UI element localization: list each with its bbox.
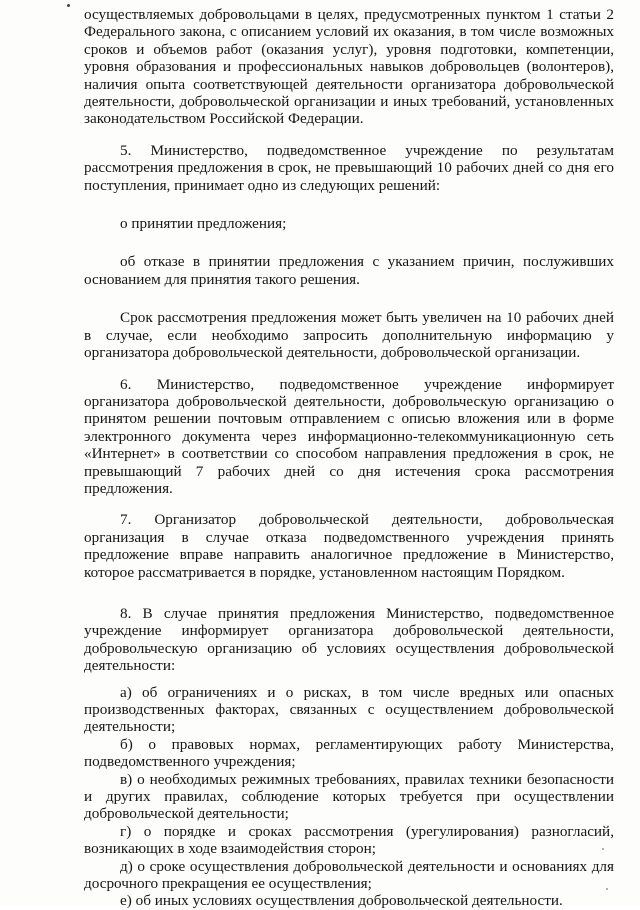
paragraph-item-5: 5. Министерство, подведомственное учреждение по результатам рассмотрения предложения в срок, не превышающий 10 рабочих дней со дня его поступления, принимает одно из следующих решений: <box>84 141 614 194</box>
paragraph-decision-reject: об отказе в принятии предложения с указанием причин, послуживших основанием для принятия такого решения. <box>84 253 614 288</box>
scan-speck <box>606 888 608 890</box>
scan-speck <box>602 848 604 850</box>
paragraph-subitem-a: а) об ограничениях и о рисках, в том числе вредных или опасных производственных факторах, связанных с осуществлением добровольческой деятельности; <box>84 683 614 736</box>
paragraph-subitem-d: д) о сроке осуществления добровольческой деятельности и основаниях для досрочного прекращения ее осуществления; <box>84 857 614 893</box>
paragraph-review-period: Срок рассмотрения предложения может быть увеличен на 10 рабочих дней в случае, если необходимо запросить дополнительную информацию у организатора добровольческой деятельности, добровольческой организации. <box>84 309 614 362</box>
paragraph-subitem-b: б) о правовых нормах, регламентирующих работу Министерства, подведомственного учреждения; <box>84 735 614 771</box>
paragraph-item-7: 7. Организатор добровольческой деятельности, добровольческая организация в случае отказа подведомственного учреждения принять предложение вправе направить аналогичное предложение в Министерство, которое рассматривается в порядке, установленном настоящим Порядком. <box>84 511 614 581</box>
paragraph-subitem-g: г) о порядке и сроках рассмотрения (урегулирования) разногласий, возникающих в ходе взаимодействия сторон; <box>84 822 614 858</box>
paragraph-continuation: осуществляемых добровольцами в целях, предусмотренных пунктом 1 статьи 2 Федерального закона, с описанием условий их оказания, в том числе возможных сроков и объемов работ (оказания услуг), уровня подготовки, компетенции, уровня образования и профессиональных навыков добровольцев (волонтеров), наличия опыта соответствующей деятельности организатора добровольческой деятельности, добровольческой организации и иных требований, установленных законодательством Российской Федерации. <box>84 6 614 128</box>
paragraph-item-6: 6. Министерство, подведомственное учреждение информирует организатора добровольческой деятельности, добровольческую организацию о принятом решении почтовым отправлением с описью вложения или в форме электронного документа через информационно-телекоммуникационную сеть «Интернет» в соответствии со способом направления предложения в срок, не превышающий 7 рабочих дней со дня истечения срока рассмотрения предложения. <box>84 375 614 497</box>
scan-mark <box>67 4 70 7</box>
paragraph-subitem-v: в) о необходимых режимных требованиях, правилах техники безопасности и других правилах, соблюдение которых требуется при осуществлении добровольческой деятельности; <box>84 770 614 823</box>
paragraph-item-8: 8. В случае принятия предложения Министерство, подведомственное учреждение информирует организатора добровольческой деятельности, добровольческую организацию об условиях осуществления добровольческой деятельности: <box>84 604 614 675</box>
paragraph-subitem-e: е) об иных условиях осуществления добровольческой деятельности. <box>120 892 563 910</box>
paragraph-decision-accept: о принятии предложения; <box>120 215 287 233</box>
